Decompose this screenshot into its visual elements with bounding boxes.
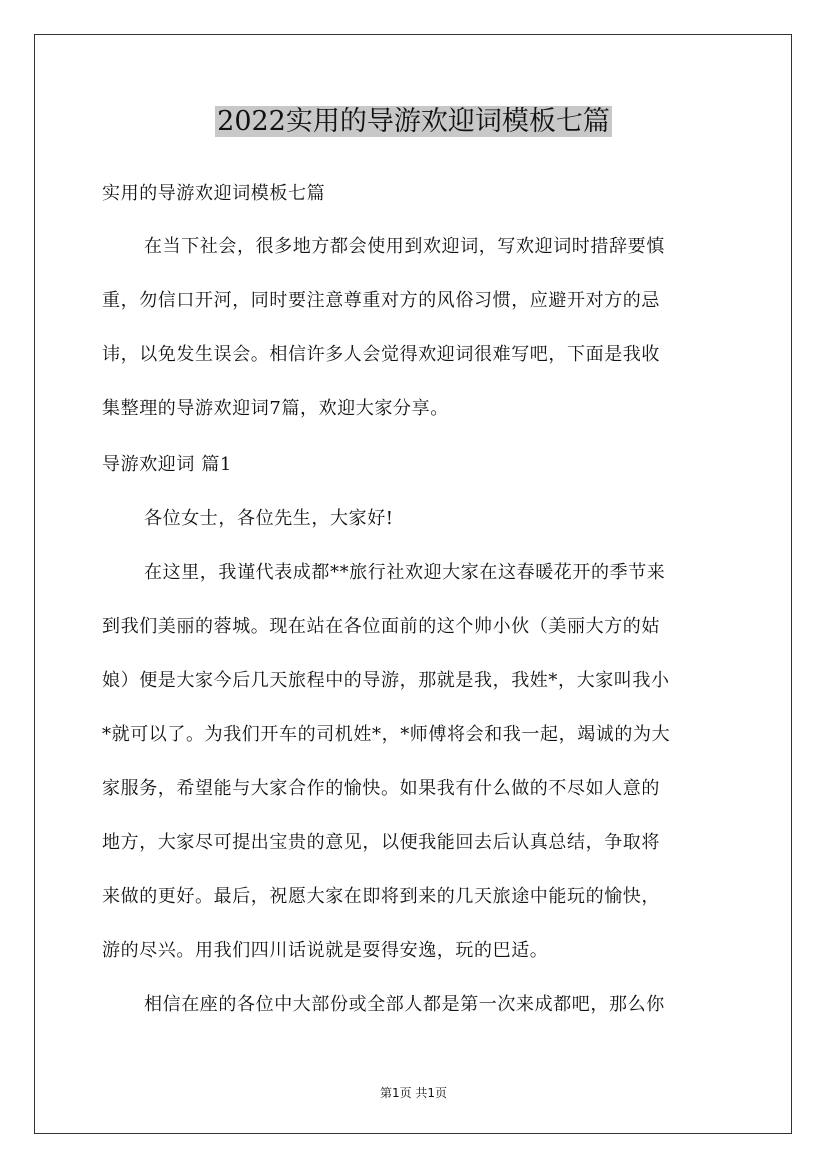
paragraph-line: 相信在座的各位中大部份或全部人都是第一次来成都吧，那么你	[144, 994, 665, 1015]
intro-line: 重，勿信口开河，同时要注意尊重对方的风俗习惯，应避开对方的忌	[102, 290, 660, 311]
paragraph-line: 游的尽兴。用我们四川话说就是耍得安逸，玩的巴适。	[102, 940, 549, 961]
document-subtitle: 实用的导游欢迎词模板七篇	[102, 183, 326, 204]
intro-line: 在当下社会，很多地方都会使用到欢迎词，写欢迎词时措辞要慎	[144, 236, 665, 257]
paragraph-line: 到我们美丽的蓉城。现在站在各位面前的这个帅小伙（美丽大方的姑	[102, 616, 660, 637]
intro-line: 讳，以免发生误会。相信许多人会觉得欢迎词很难写吧，下面是我收	[102, 344, 660, 365]
paragraph-line: *就可以了。为我们开车的司机姓*，*师傅将会和我一起，竭诚的为大	[102, 724, 671, 745]
paragraph-line: 在这里，我谨代表成都**旅行社欢迎大家在这春暖花开的季节来	[144, 562, 666, 583]
intro-line: 集整理的导游欢迎词7篇，欢迎大家分享。	[102, 398, 449, 419]
document-title	[0, 102, 827, 142]
paragraph-line: 地方，大家尽可提出宝贵的意见，以便我能回去后认真总结，争取将	[102, 832, 660, 853]
section-heading: 导游欢迎词 篇1	[102, 454, 232, 475]
greeting-line: 各位女士，各位先生，大家好!	[144, 508, 394, 529]
document-title-text: 2022实用的导游欢迎词模板七篇	[217, 106, 610, 137]
paragraph-line: 家服务，希望能与大家合作的愉快。如果我有什么做的不尽如人意的	[102, 778, 660, 799]
paragraph-line: 娘）便是大家今后几天旅程中的导游，那就是我，我姓*，大家叫我小	[102, 670, 670, 691]
paragraph-line: 来做的更好。最后，祝愿大家在即将到来的几天旅途中能玩的愉快，	[102, 886, 660, 907]
page-footer: 第1页 共1页	[379, 1086, 448, 1100]
